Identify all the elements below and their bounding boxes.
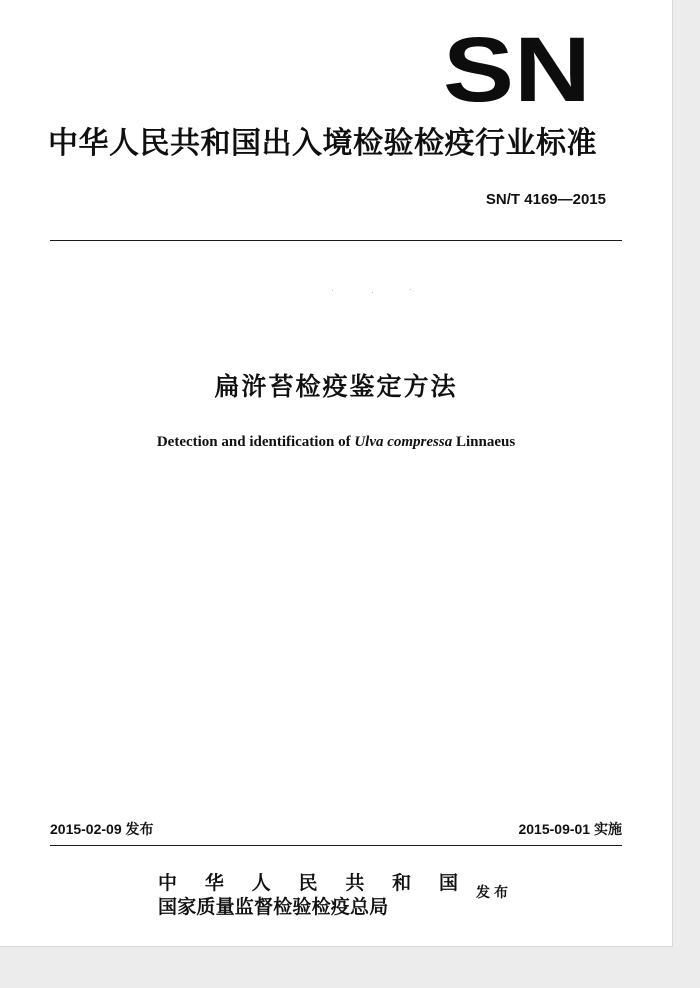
issue-date-value: 2015-02-09 <box>50 821 122 837</box>
standard-number: SN/T 4169—2015 <box>485 191 606 208</box>
header-divider <box>50 240 622 241</box>
implementation-date-value: 2015-09-01 <box>518 821 591 837</box>
english-title-prefix: Detection and identification of <box>156 434 351 450</box>
issuer-country-char: 和 <box>392 872 412 894</box>
sn-logo-graphic <box>440 28 595 108</box>
scan-speck <box>332 290 333 291</box>
scan-speck <box>372 292 373 293</box>
sn-logo-letters: SN <box>443 28 591 108</box>
english-title-suffix: Linnaeus <box>455 434 516 450</box>
implementation-date <box>518 820 622 839</box>
issuer-country <box>158 872 458 894</box>
issuer-country-char: 共 <box>345 872 365 894</box>
document-title-english <box>0 432 672 452</box>
english-title-species: Ulva compressa <box>354 434 453 450</box>
issuer-country-char: 中 <box>158 872 178 894</box>
implementation-date-label: 实施 <box>594 822 622 838</box>
organization-title: 中华人民共和国出入境检验检疫行业标准 <box>48 126 597 161</box>
document-title-chinese: 扁浒苔检疫鉴定方法 <box>214 372 458 401</box>
issuer-agency: 国家质量监督检验检疫总局 <box>158 896 389 918</box>
issue-date-label: 发布 <box>125 822 154 838</box>
issuer-country-char: 人 <box>251 872 271 894</box>
sn-logo <box>440 28 595 108</box>
issuer-country-char: 国 <box>438 872 458 894</box>
issuer-action: 发布 <box>476 885 512 901</box>
footer-divider <box>50 845 622 846</box>
issuer-country-char: 民 <box>298 872 318 894</box>
issuer-country-char: 华 <box>204 872 224 894</box>
issue-date <box>50 820 154 839</box>
issuing-authority <box>158 872 518 922</box>
scan-speck <box>410 289 411 290</box>
